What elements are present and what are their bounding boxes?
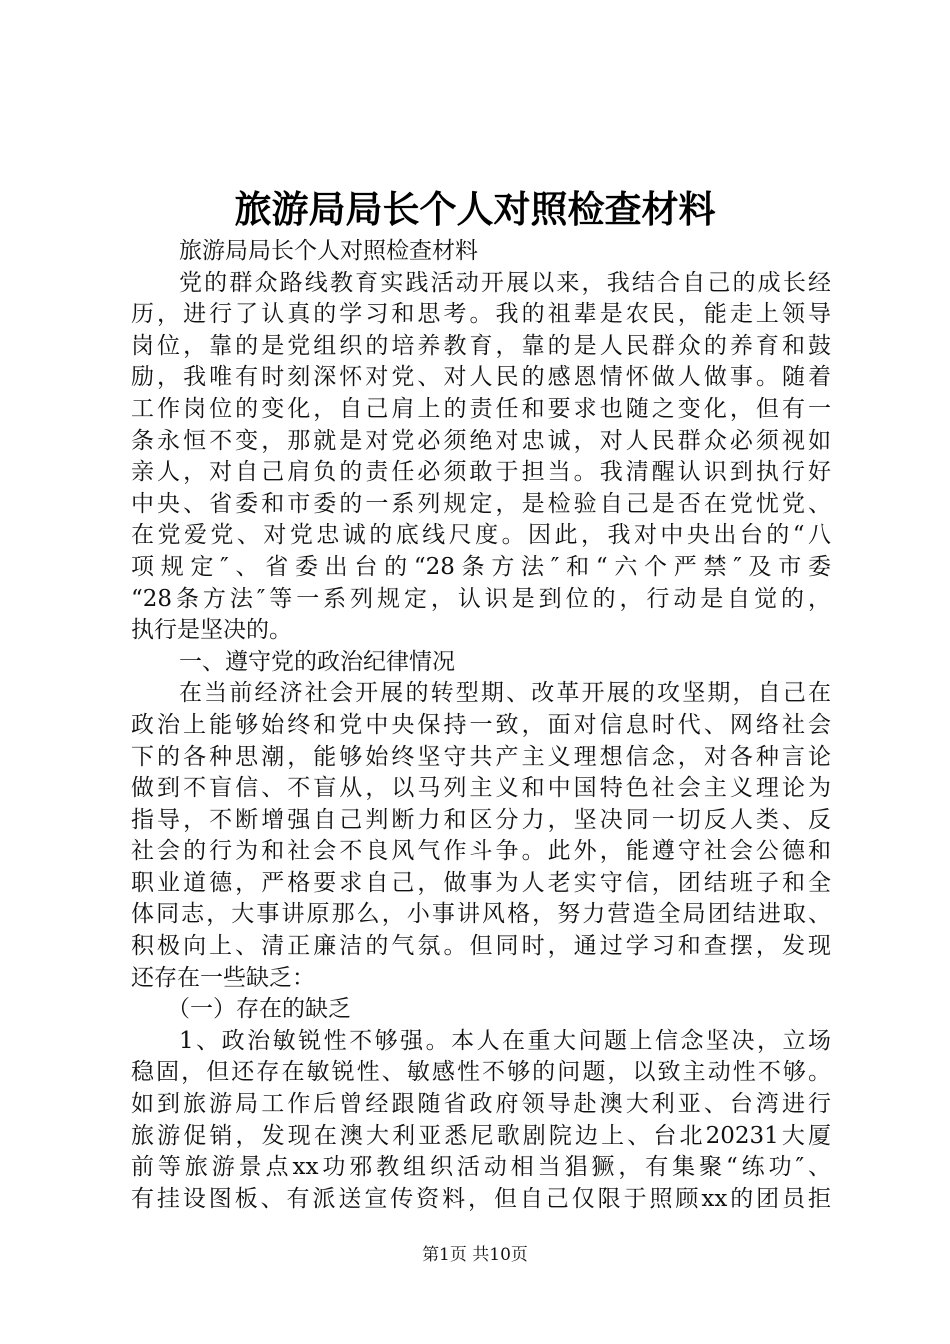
- text-line: 一、遵守党的政治纪律情况: [179, 648, 455, 675]
- text-line: 如到旅游局工作后曾经跟随省政府领导赴澳大利亚、台湾进行: [131, 1091, 831, 1118]
- text-line: 社会的行为和社会不良风气作斗争。此外，能遵守社会公德和: [131, 838, 831, 865]
- document-title: 旅游局局长个人对照检查材料: [234, 187, 716, 231]
- text-line: 在党爱党、对党忠诚的底线尺度。因此，我对中央出台的“八: [131, 522, 831, 549]
- document-body: [131, 236, 831, 1215]
- text-line: 中央、省委和市委的一系列规定，是检验自己是否在党忧党、: [131, 490, 831, 517]
- text-line: 稳固，但还存在敏锐性、敏感性不够的问题，以致主动性不够。: [131, 1059, 831, 1086]
- text-line: 有挂设图板、有派送宣传资料，但自己仅限于照顾xx的团员拒: [131, 1185, 831, 1212]
- text-line: 历，进行了认真的学习和思考。我的祖辈是农民，能走上领导: [131, 301, 831, 328]
- text-line: 1、政治敏锐性不够强。本人在重大问题上信念坚决，立场: [179, 1027, 831, 1054]
- text-line: 励，我唯有时刻深怀对党、对人民的感恩情怀做人做事。随着: [131, 364, 831, 391]
- page-footer: 第1页 共10页: [422, 1245, 528, 1265]
- text-line: “28条方法″等一系列规定，认识是到位的，行动是自觉的，: [131, 585, 831, 612]
- text-line: （一）存在的缺乏: [167, 996, 351, 1023]
- text-line: 下的各种思潮，能够始终坚守共产主义理想信念，对各种言论: [131, 743, 831, 770]
- text-line: 岗位，靠的是党组织的培养教育，靠的是人民群众的养育和鼓: [131, 332, 831, 359]
- text-line: 政治上能够始终和党中央保持一致，面对信息时代、网络社会: [131, 711, 831, 738]
- text-line: 做到不盲信、不盲从，以马列主义和中国特色社会主义理论为: [131, 775, 831, 802]
- text-line: 工作岗位的变化，自己肩上的责任和要求也随之变化，但有一: [131, 395, 831, 422]
- text-line: 在当前经济社会开展的转型期、改革开展的攻坚期，自己在: [179, 680, 831, 707]
- text-line: 执行是坚决的。: [131, 617, 292, 644]
- text-line: 条永恒不变，那就是对党必须绝对忠诚，对人民群众必须视如: [131, 427, 831, 454]
- text-line: 亲人，对自己肩负的责任必须敢于担当。我清醒认识到执行好: [131, 459, 831, 486]
- text-line: 党的群众路线教育实践活动开展以来，我结合自己的成长经: [179, 269, 831, 296]
- text-line: 体同志，大事讲原那么，小事讲风格，努力营造全局团结进取、: [131, 901, 831, 928]
- text-line: 指导，不断增强自己判断力和区分力，坚决同一切反人类、反: [131, 806, 831, 833]
- text-line: 旅游促销，发现在澳大利亚悉尼歌剧院边上、台北20231大厦: [131, 1122, 831, 1149]
- text-line: 项规定″、省委出台的“28条方法″和“六个严禁″及市委: [131, 553, 831, 580]
- text-line: 前等旅游景点xx功邪教组织活动相当猖獗，有集聚“练功″、: [131, 1154, 831, 1181]
- text-line: 职业道德，严格要求自己，做事为人老实守信，团结班子和全: [131, 869, 831, 896]
- text-line: 还存在一些缺乏：: [131, 964, 315, 991]
- text-line: 旅游局局长个人对照检查材料: [179, 238, 478, 264]
- text-line: 积极向上、清正廉洁的气氛。但同时，通过学习和查摆，发现: [131, 933, 831, 960]
